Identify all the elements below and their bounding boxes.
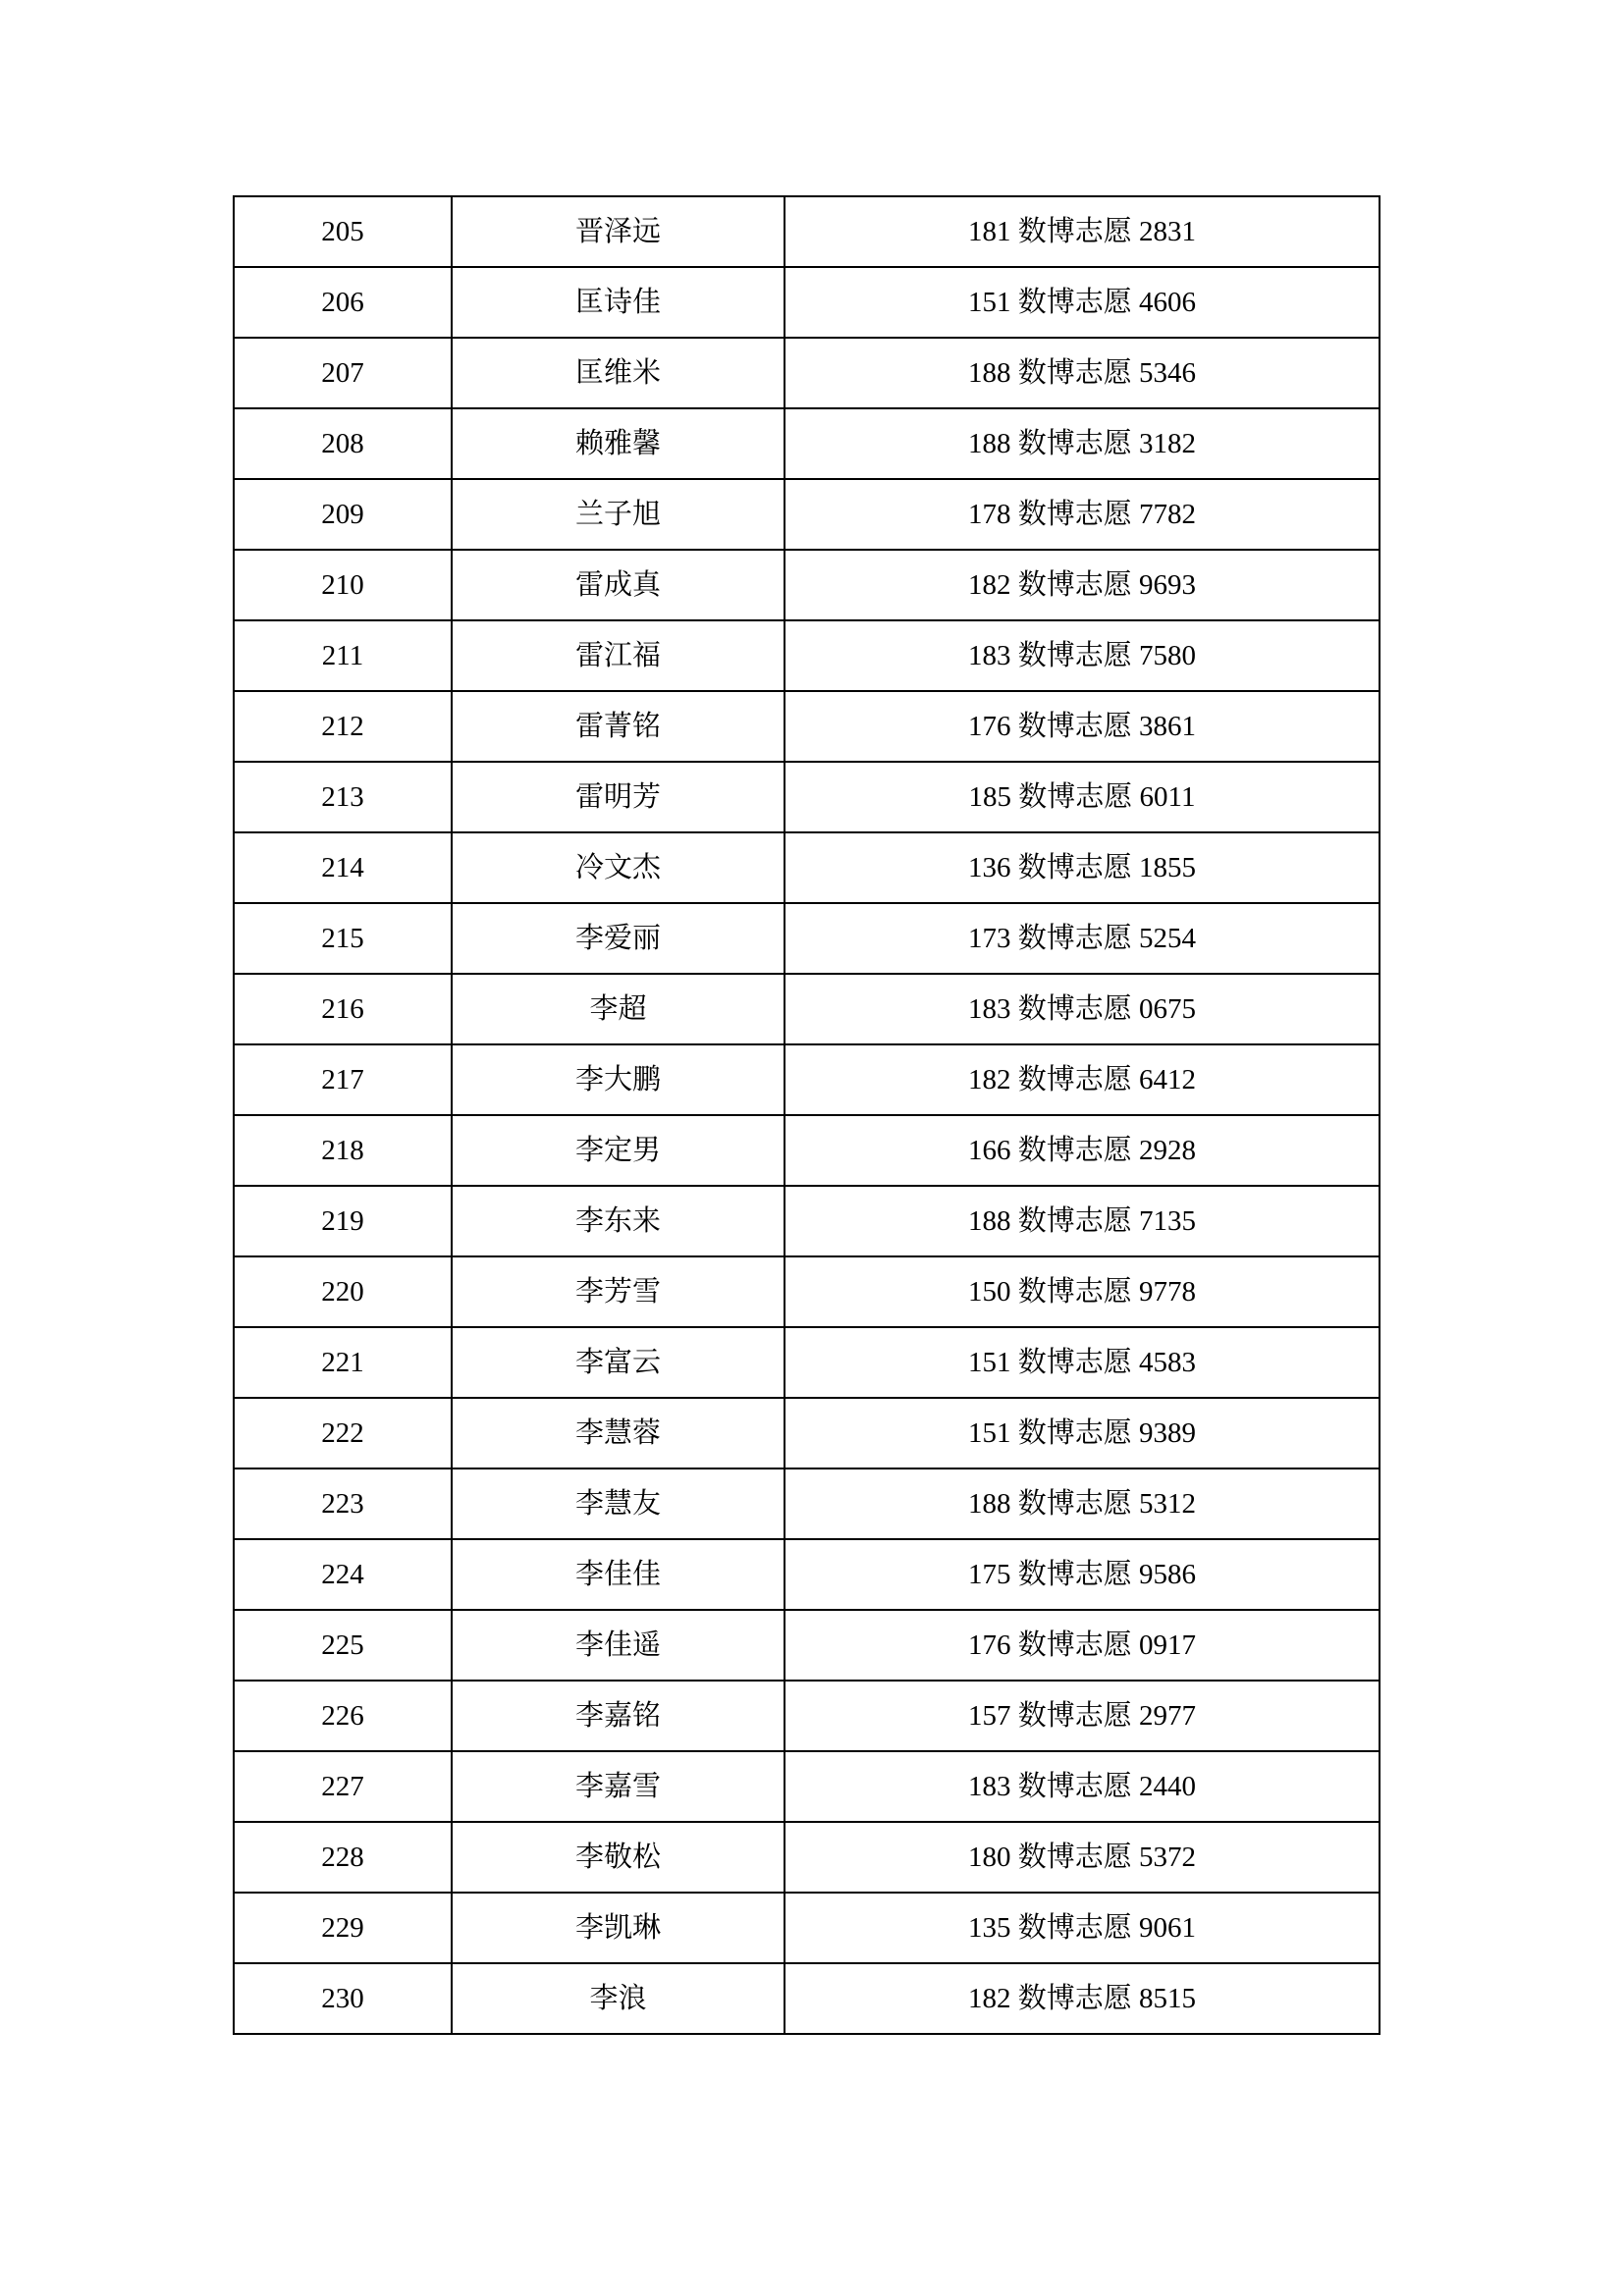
cell-serial-number: 207 [234,338,452,408]
cell-serial-number: 225 [234,1610,452,1681]
cell-student-name: 李定男 [452,1115,785,1186]
table-row [234,1468,1380,1539]
cell-serial-number: 216 [234,974,452,1044]
cell-serial-number: 210 [234,550,452,620]
cell-student-name: 李芳雪 [452,1256,785,1327]
cell-serial-number: 229 [234,1893,452,1963]
cell-volunteer-entry: 176 数博志愿 0917 [785,1610,1380,1681]
cell-serial-number: 226 [234,1681,452,1751]
cell-serial-number: 212 [234,691,452,762]
cell-serial-number: 228 [234,1822,452,1893]
cell-student-name: 雷菁铭 [452,691,785,762]
cell-volunteer-entry: 185 数博志愿 6011 [785,762,1380,832]
cell-serial-number: 217 [234,1044,452,1115]
cell-volunteer-entry: 135 数博志愿 9061 [785,1893,1380,1963]
cell-serial-number: 209 [234,479,452,550]
cell-volunteer-entry: 181 数博志愿 2831 [785,196,1380,267]
cell-student-name: 雷江福 [452,620,785,691]
cell-student-name: 李爱丽 [452,903,785,974]
table-row [234,1751,1380,1822]
cell-volunteer-entry: 175 数博志愿 9586 [785,1539,1380,1610]
cell-serial-number: 213 [234,762,452,832]
table-row [234,620,1380,691]
cell-volunteer-entry: 173 数博志愿 5254 [785,903,1380,974]
cell-serial-number: 211 [234,620,452,691]
cell-volunteer-entry: 151 数博志愿 4606 [785,267,1380,338]
cell-student-name: 匡诗佳 [452,267,785,338]
cell-serial-number: 222 [234,1398,452,1468]
cell-volunteer-entry: 183 数博志愿 2440 [785,1751,1380,1822]
table-row [234,479,1380,550]
table-row [234,903,1380,974]
cell-student-name: 李富云 [452,1327,785,1398]
cell-volunteer-entry: 188 数博志愿 5346 [785,338,1380,408]
cell-student-name: 李超 [452,974,785,1044]
cell-student-name: 李浪 [452,1963,785,2034]
cell-volunteer-entry: 188 数博志愿 5312 [785,1468,1380,1539]
table-row [234,550,1380,620]
cell-volunteer-entry: 183 数博志愿 0675 [785,974,1380,1044]
cell-student-name: 赖雅馨 [452,408,785,479]
cell-volunteer-entry: 176 数博志愿 3861 [785,691,1380,762]
cell-serial-number: 214 [234,832,452,903]
cell-student-name: 雷明芳 [452,762,785,832]
table-row [234,267,1380,338]
cell-volunteer-entry: 180 数博志愿 5372 [785,1822,1380,1893]
cell-serial-number: 208 [234,408,452,479]
cell-student-name: 晋泽远 [452,196,785,267]
cell-student-name: 李敬松 [452,1822,785,1893]
roster-table [233,195,1380,2035]
table-row [234,691,1380,762]
cell-volunteer-entry: 188 数博志愿 7135 [785,1186,1380,1256]
cell-serial-number: 224 [234,1539,452,1610]
table-row [234,832,1380,903]
cell-volunteer-entry: 136 数博志愿 1855 [785,832,1380,903]
cell-volunteer-entry: 182 数博志愿 8515 [785,1963,1380,2034]
cell-serial-number: 215 [234,903,452,974]
table-row [234,1398,1380,1468]
cell-student-name: 李佳遥 [452,1610,785,1681]
cell-volunteer-entry: 151 数博志愿 9389 [785,1398,1380,1468]
cell-serial-number: 227 [234,1751,452,1822]
table-row [234,1115,1380,1186]
cell-student-name: 李嘉雪 [452,1751,785,1822]
cell-volunteer-entry: 151 数博志愿 4583 [785,1327,1380,1398]
table-row [234,408,1380,479]
cell-serial-number: 206 [234,267,452,338]
cell-volunteer-entry: 166 数博志愿 2928 [785,1115,1380,1186]
table-row [234,1963,1380,2034]
cell-volunteer-entry: 178 数博志愿 7782 [785,479,1380,550]
cell-volunteer-entry: 182 数博志愿 6412 [785,1044,1380,1115]
table-row [234,1610,1380,1681]
cell-serial-number: 205 [234,196,452,267]
cell-serial-number: 218 [234,1115,452,1186]
cell-student-name: 李佳佳 [452,1539,785,1610]
table-row [234,1681,1380,1751]
table-row [234,1893,1380,1963]
roster-table-body [234,196,1380,2034]
cell-student-name: 李慧友 [452,1468,785,1539]
cell-serial-number: 221 [234,1327,452,1398]
table-row [234,1539,1380,1610]
cell-volunteer-entry: 188 数博志愿 3182 [785,408,1380,479]
cell-volunteer-entry: 157 数博志愿 2977 [785,1681,1380,1751]
cell-student-name: 雷成真 [452,550,785,620]
cell-serial-number: 223 [234,1468,452,1539]
cell-serial-number: 219 [234,1186,452,1256]
table-row [234,338,1380,408]
table-row [234,1186,1380,1256]
table-row [234,1327,1380,1398]
cell-student-name: 李大鹏 [452,1044,785,1115]
cell-student-name: 冷文杰 [452,832,785,903]
cell-volunteer-entry: 183 数博志愿 7580 [785,620,1380,691]
cell-student-name: 李慧蓉 [452,1398,785,1468]
cell-student-name: 李凯琳 [452,1893,785,1963]
table-row [234,762,1380,832]
cell-volunteer-entry: 150 数博志愿 9778 [785,1256,1380,1327]
cell-student-name: 匡维米 [452,338,785,408]
table-row [234,1044,1380,1115]
cell-serial-number: 230 [234,1963,452,2034]
cell-student-name: 李嘉铭 [452,1681,785,1751]
cell-student-name: 兰子旭 [452,479,785,550]
cell-student-name: 李东来 [452,1186,785,1256]
cell-serial-number: 220 [234,1256,452,1327]
table-row [234,1822,1380,1893]
table-row [234,1256,1380,1327]
cell-volunteer-entry: 182 数博志愿 9693 [785,550,1380,620]
table-row [234,196,1380,267]
table-row [234,974,1380,1044]
